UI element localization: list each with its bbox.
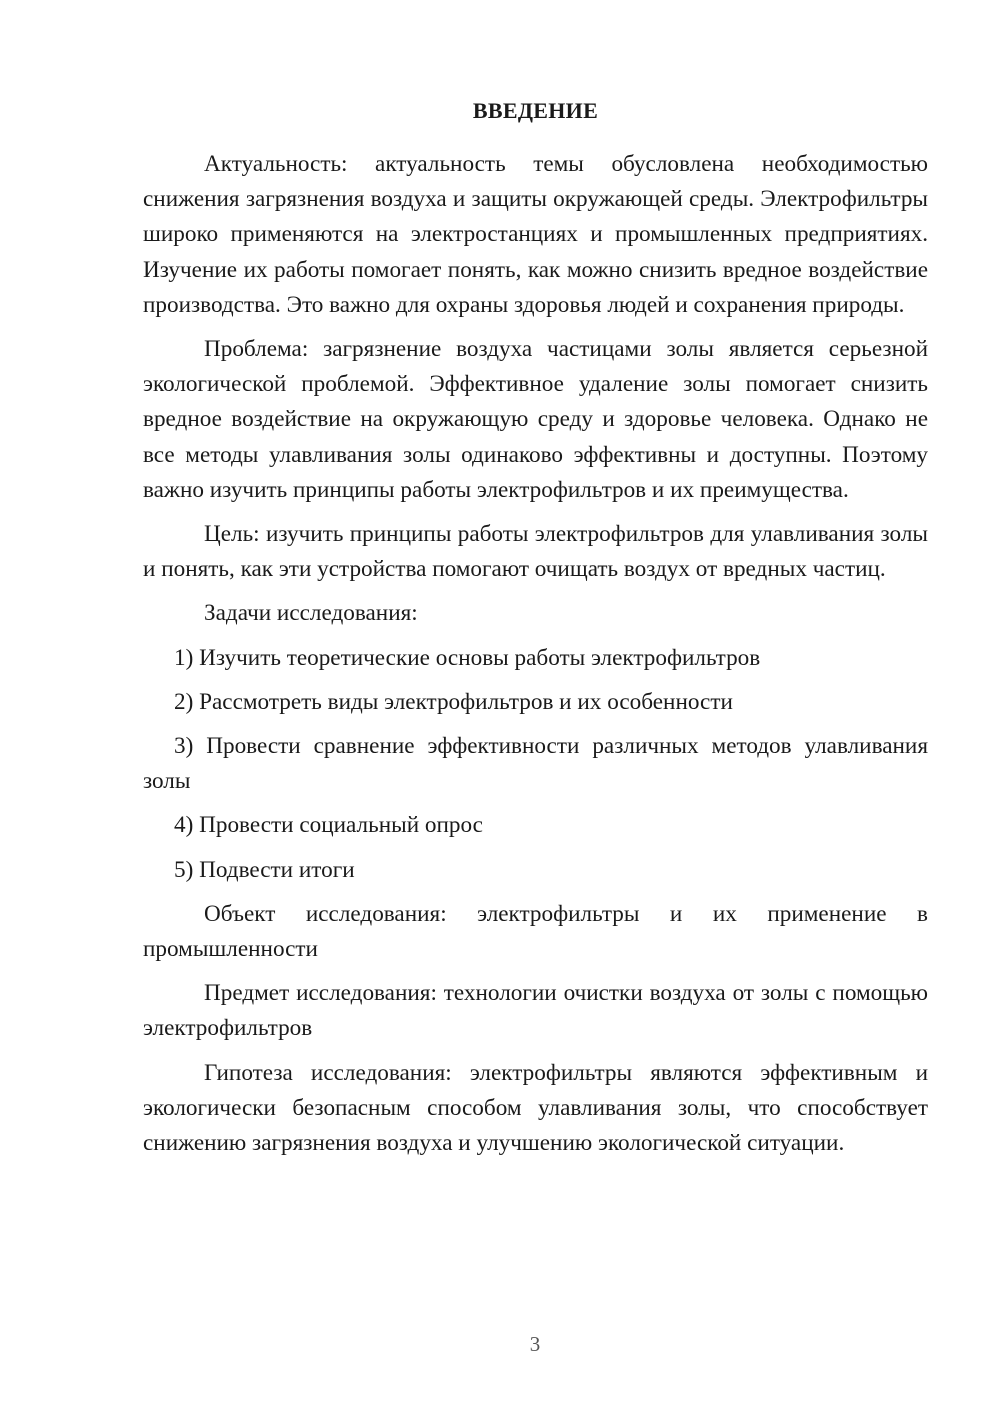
section-heading: ВВЕДЕНИЕ	[472, 98, 599, 123]
task-item: 4) Провести социальный опрос	[174, 812, 483, 839]
page-number: 3	[529, 1332, 541, 1356]
problem-paragraph: Проблема: загрязнение воздуха частицами золы является серьезной экологической проблемой. Эффективное удаление золы помогает снизить вредное воздействие на окружающую среду и здоровье человека. Однако не все методы улавливания золы одинаково эффективны и доступны. Поэтому важно изучить принципы работы электрофильтров и их преимущества.	[143, 336, 928, 503]
object-paragraph: Объект исследования: электрофильтры и их применение в промышленности	[143, 900, 928, 963]
subject-paragraph: Предмет исследования: технологии очистки воздуха от золы с помощью электрофильтров	[143, 980, 928, 1042]
task-item: 1) Изучить теоретические основы работы электрофильтров	[174, 644, 761, 671]
hypothesis-paragraph: Гипотеза исследования: электрофильтры являются эффективным и экологически безопасным способом улавливания золы, что способствует снижению загрязнения воздуха и улучшению экологической ситуации.	[143, 1059, 928, 1157]
tasks-heading-paragraph: Задачи исследования:	[204, 600, 418, 627]
task-item: 5) Подвести итоги	[174, 856, 355, 883]
task-item: 3) Провести сравнение эффективности различных методов улавливания золы	[143, 733, 928, 795]
document-body	[143, 95, 928, 1170]
relevance-paragraph: Актуальность: актуальность темы обусловлена необходимостью снижения загрязнения воздуха и защиты окружающей среды. Электрофильтры широко применяются на электростанциях и промышленных предприятиях. Изучение их работы помогает понять, как можно снизить вредное воздействие производства. Это важно для охраны здоровья людей и сохранения природы.	[143, 151, 928, 318]
task-item: 2) Рассмотреть виды электрофильтров и их особенности	[174, 688, 733, 715]
goal-paragraph: Цель: изучить принципы работы электрофильтров для улавливания золы и понять, как эти устройства помогают очищать воздух от вредных частиц.	[143, 521, 928, 583]
